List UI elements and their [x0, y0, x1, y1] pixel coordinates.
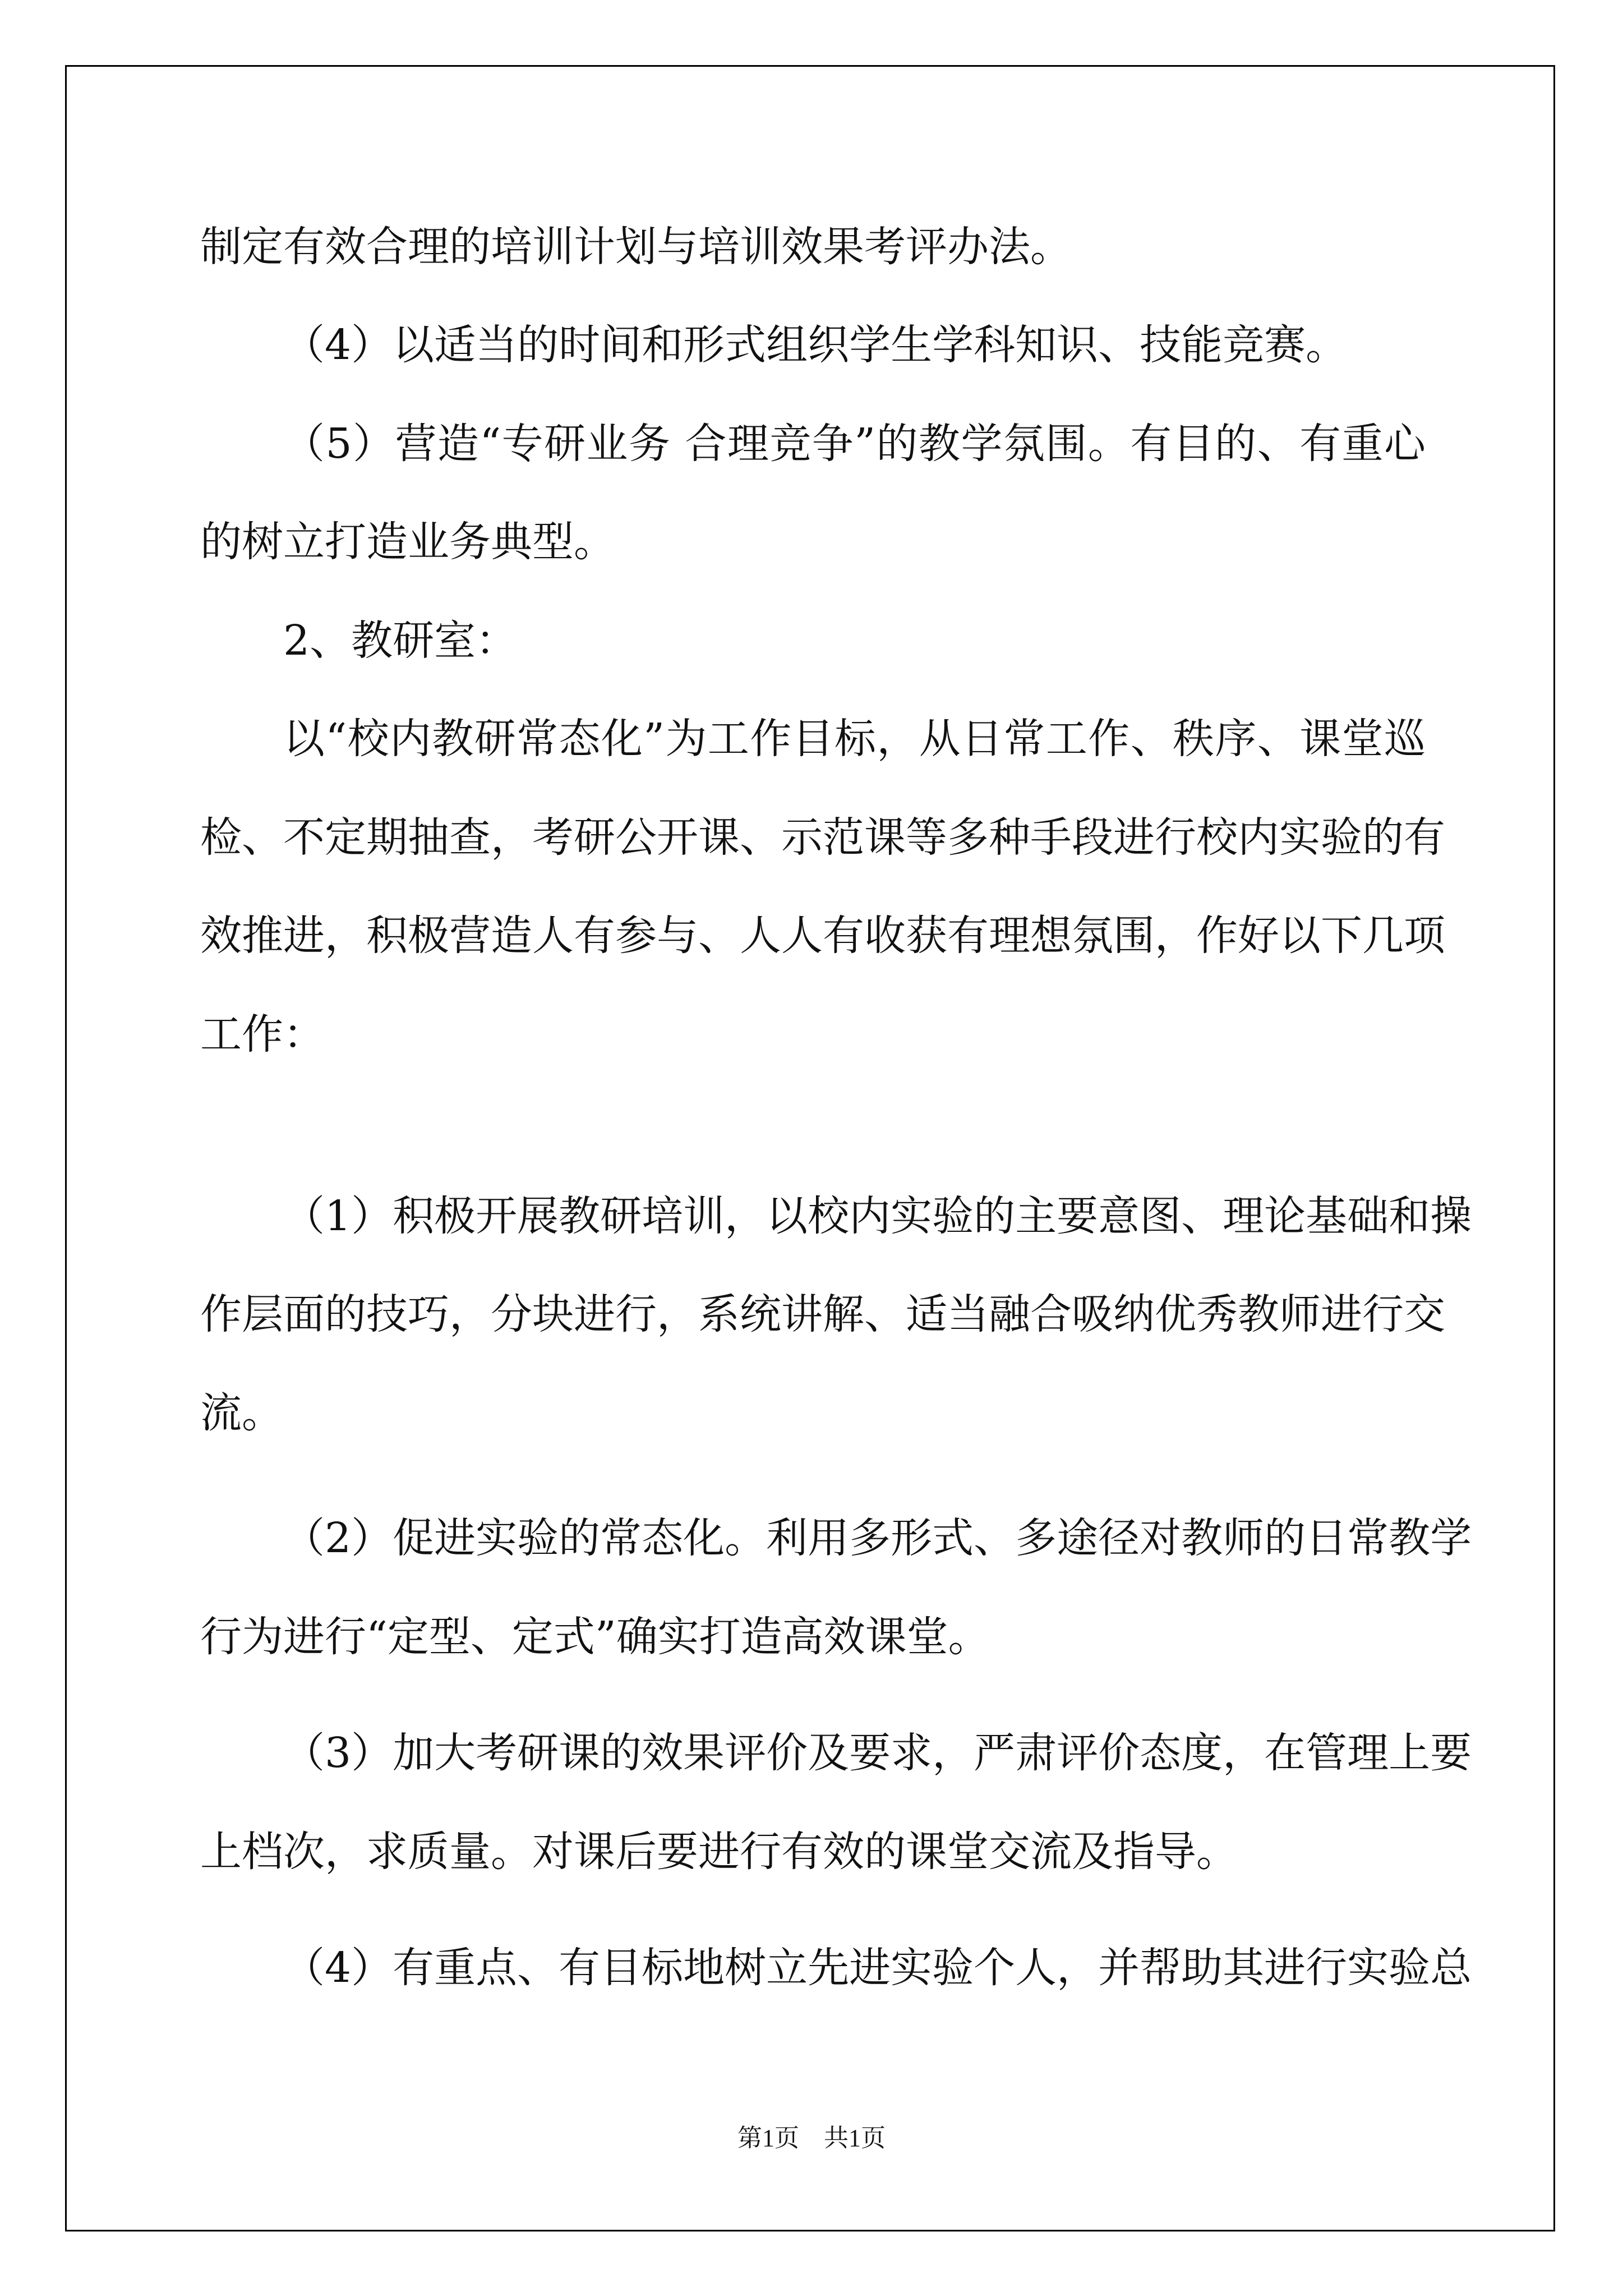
body-line-10: （1）积极开展教研培训，以校内实验的主要意图、理论基础和操 [283, 1192, 1472, 1240]
body-line-3: （5）营造“专研业务 合理竞争”的教学氛围。有目的、有重心 [283, 420, 1426, 468]
section-heading: 2、教研室： [283, 616, 518, 665]
body-line-7: 检、不定期抽查，考研公开课、示范课等多种手段进行校内实验的有 [200, 813, 1445, 862]
body-line-17: （4）有重点、有目标地树立先进实验个人，并帮助其进行实验总 [283, 1944, 1472, 1992]
body-line-8: 效推进，积极营造人有参与、人人有收获有理想氛围，作好以下几项 [200, 912, 1445, 960]
body-line-13: （2）促进实验的常态化。利用多形式、多途径对教师的日常教学 [283, 1514, 1472, 1562]
body-line-16: 上档次，求质量。对课后要进行有效的课堂交流及指导。 [200, 1828, 1238, 1876]
body-line-4: 的树立打造业务典型。 [200, 518, 615, 566]
body-line-15: （3）加大考研课的效果评价及要求，严肃评价态度，在管理上要 [283, 1729, 1472, 1777]
body-line-6: 以“校内教研常态化”为工作目标，从日常工作、秩序、课堂巡 [283, 715, 1426, 763]
body-line-14: 行为进行“定型、定式”确实打造高效课堂。 [200, 1613, 990, 1661]
page-footer: 第1页 共1页 [737, 2124, 886, 2152]
body-line-2: （4）以适当的时间和形式组织学生学科知识、技能竞赛。 [283, 321, 1348, 369]
page-border [65, 65, 1555, 2231]
body-line-12: 流。 [200, 1389, 283, 1437]
body-line-1: 制定有效合理的培训计划与培训效果考评办法。 [200, 223, 1072, 271]
body-line-11: 作层面的技巧，分块进行，系统讲解、适当融合吸纳优秀教师进行交 [200, 1290, 1445, 1338]
body-line-9: 工作： [200, 1010, 325, 1059]
